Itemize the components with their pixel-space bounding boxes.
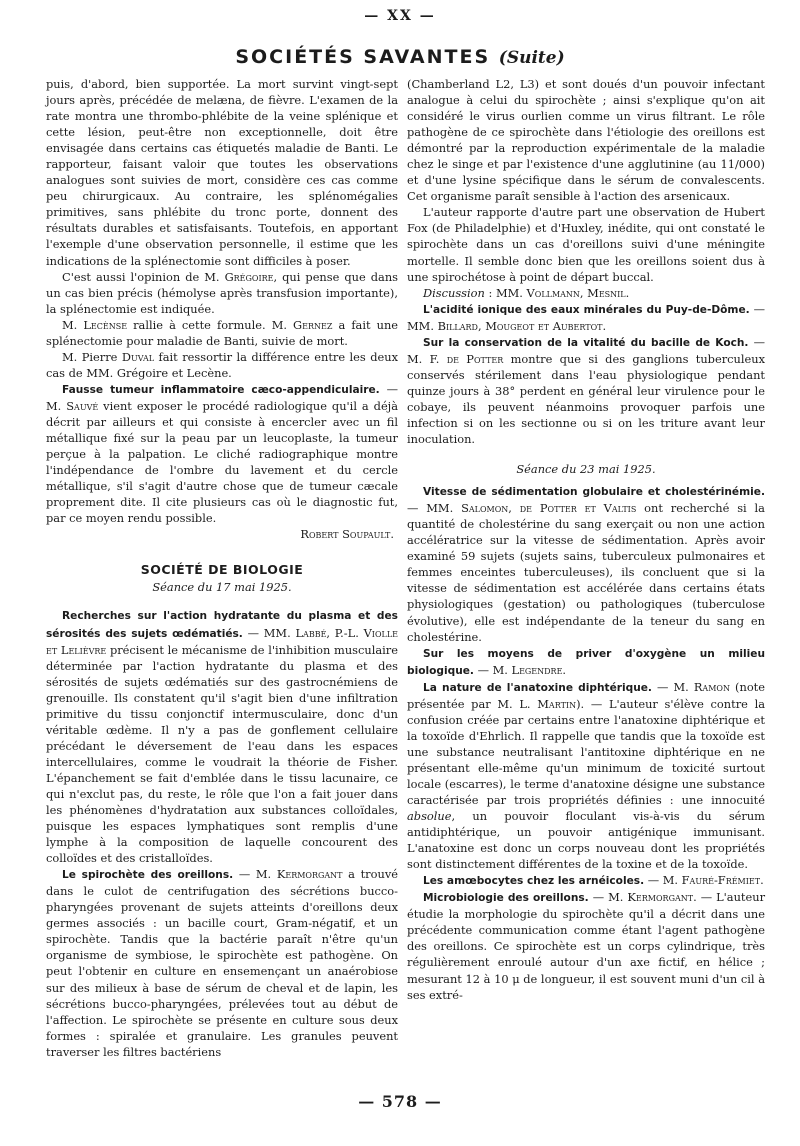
article-title: Vitesse de sédimentation globulaire et cholestérinémie.	[423, 486, 765, 499]
running-head-title: SOCIÉTÉS SAVANTES	[235, 46, 491, 68]
text: note présentée par M. L.	[407, 679, 765, 711]
running-head-suite: (Suite)	[498, 48, 565, 68]
paragraph: L'auteur rapporte d'autre part une observation de Hubert Fox (de Philadelphie) et d'Huxley, inédite, qui ont constaté le spirochète dans un cas d'oreillons suivi d'une méningite mortelle. Il semble donc bien que les oreillons soient dus à une spirochétose à point de départ buccal.	[407, 205, 765, 284]
paragraph	[407, 285, 765, 301]
text: ont recherché si la quantité de cholestérine du sang exerçait ou non une action accélératrice sur la vitesse de sédimentation. Après avoir examiné 59 sujets (sujets sains, tuberculeux pulmonaires et femmes enceintes tuberculeuses), ils concluent que si la vitesse de sédimentation est accélérée dans certains états physiologiques (gestation) ou pathologiques (tuberculose évolutive), elle est indépendante de la teneur du sang en cholestérine.	[407, 501, 765, 644]
author-name: Duval	[121, 349, 155, 364]
article-title: Le spirochète des oreillons.	[62, 869, 234, 882]
author-name: Kermorgant	[276, 867, 343, 882]
text: — L'auteur étudie la morphologie du spirochète qu'il a décrit dans une précédente communication comme étant l'agent pathogène des oreillons. Ce spirochète est un corps cylindrique, très régulièrement enroulé autour d'un axe fictif, en hélice ; mesurant 12 à 10 μ de longueur, il est souvent muni d'un cil à ses extré-	[407, 890, 766, 1002]
article-title: Sur les moyens de priver d'oxygène un milieu biologique.	[407, 647, 765, 677]
paragraph	[46, 607, 398, 866]
text: M.	[46, 398, 62, 413]
text: — M.	[657, 679, 689, 694]
author-name: Kermorgant.	[627, 890, 697, 905]
paragraph	[407, 334, 765, 447]
article-title: La nature de l'anatoxine diphtérique.	[423, 681, 652, 694]
text: précisent le mécanisme de l'inhibition musculaire déterminée par l'action hydratante du plasma et des sérosités de sujets œdématiés sur des gastrocnémiens de grenouille. Ils constatent qu'il s'agit bien d'une infiltration primitive du tissu conjonctif intermusculaire, donc d'un véritable œdème. Il n'y a pas de gonflement cellulaire précédant le déversement de l'eau dans les espaces intercellulaires, comme le voudrait la théorie de Fisher. L'épanchement se fait d'emblée dans le tissu lacunaire, ce qui n'exclut pas, du reste, le rôle que l'on a fait jouer dans les phénomènes d'hydratation aux substances colloïdales, puisque les espaces lymphatiques sont remplis d'une lymphe à la composition de laquelle concourent des colloïdes et des cristalloïdes.	[46, 642, 398, 866]
text: — M.	[592, 890, 624, 905]
text: fait ressortir la différence entre les deux cas de MM. Grégoire et Lecène.	[46, 349, 398, 380]
text: a fait une splénectomie pour maladie de Banti, suivie de mort.	[46, 317, 399, 348]
author-name: Martin	[537, 696, 577, 711]
text: — MM.	[407, 501, 454, 516]
author-name: Labbé, P.-L. Violle et Lelièvre	[46, 625, 398, 657]
paragraph: (Chamberland L2, L3) et sont doués d'un pouvoir infectant analogue à celui du spirochète ; ainsi s'explique qu'on ait considéré le virus ourlien comme un virus filtrant. Le rôle pathogène de ce spirochète dans l'étiologie des oreillons est démontré par la reproduction expérimentale de la maladie chez le singe et par l'existence d'une agglutinine (au 11/000) et d'une lysine spécifique dans le sérum de convalescents. Cet organisme paraît sensible à l'action des arsenicaux.	[407, 77, 765, 204]
text: — MM.	[407, 301, 765, 333]
author-name: Ramon	[693, 679, 730, 694]
article-title: Fausse tumeur inflammatoire cæco-appendiculaire.	[62, 383, 380, 396]
article-title: Recherches sur l'action hydratante du plasma et des sérosités des sujets œdématiés.	[46, 610, 398, 640]
signature: Robert Soupault.	[300, 527, 394, 542]
page-number: — 578 —	[358, 1092, 442, 1111]
section-title: SOCIÉTÉ DE BIOLOGIE	[140, 562, 304, 578]
paragraph	[407, 872, 765, 889]
right-column	[407, 76, 765, 1003]
text: M.	[62, 317, 78, 332]
session-date: Séance du 23 mai 1925.	[516, 462, 656, 477]
article-title: L'acidité ionique des eaux minérales du Puy-de-Dôme.	[423, 303, 750, 316]
article-title: Les amœbocytes chez les arnéicoles.	[423, 875, 645, 888]
article-title: Microbiologie des oreillons.	[423, 892, 589, 905]
text: C'est aussi l'opinion de M.	[62, 269, 220, 284]
paragraph	[407, 889, 765, 1002]
author-name: Billard, Mougeot et Aubertot.	[437, 318, 607, 333]
text: , un pouvoir floculant vis-à-vis du sérum antidiphtérique, un pouvoir antigénique immunisant. L'anatoxine est donc un corps nouveau dont les propriétés sont distinctement différentes de la toxine et de la toxoïde.	[407, 809, 765, 872]
text: M. Pierre	[62, 349, 118, 364]
text: montre que si des ganglions tuberculeux conservés stérilement dans l'eau physiologique pendant quinze jours à 38° perdent en général leur virulence pour le cobaye, ils peuvent néanmoins provoquer parfois une infection si on les sectionne ou si on les triture avant leur inoculation.	[407, 351, 766, 447]
text: : MM.	[488, 285, 523, 300]
article-title: Sur la conservation de la vitalité du bacille de Koch.	[423, 336, 749, 349]
emphasis: absolue	[407, 809, 452, 824]
paragraph	[407, 483, 765, 644]
text: a trouvé dans le culot de centrifugation des sécrétions bucco-pharyngées provenant de sujets atteints d'oreillons deux germes associés : un bacille court, Gram-négatif, et un spirochète. Tandis que la bactérie paraît n'être qu'un organisme de symbiose, le spirochète est pathogène. On peut l'obtenir en culture en ensemençant un anaérobiose sur des milieux à base de sérum de cheval et de lapin, les sécrétions bucco-pharyngées, prélevées tout au début de l'affection. Le spirochète se présente en culture sous deux formes : spiralée et granulaire. Les granules peuvent traverser les filtres bactériens	[46, 867, 398, 1059]
author-name: Fauré-Frémiet.	[681, 873, 764, 888]
author-name: Sauvé	[66, 398, 99, 413]
author-name: Legendre.	[511, 662, 567, 677]
text: — M.	[477, 662, 508, 677]
text: — M.	[238, 867, 272, 882]
author-name: Vollmann, Mesnil.	[526, 285, 630, 300]
text: — M. F.	[407, 334, 765, 366]
author-name: de Potter	[446, 351, 504, 366]
text: rallie à cette formule. M.	[133, 317, 287, 332]
text: , qui pense que dans un cas bien précis (hémolyse après transfusion importante), la splénectomie est indiquée.	[46, 269, 398, 316]
text: ). — L'auteur s'élève contre la confusion créée par certains entre l'anatoxine diphtérique et la toxoïde d'Ehrlich. Il rappelle que tandis que la toxoïde est une substance neutralisant l'antitoxine diphtérique en ne présentant elle-même qu'un minimum de toxicité surtout locale (escarres), le terme d'anatoxine désigne une substance caractérisée par trois propriétés définies : une innocuité	[407, 696, 766, 808]
author-name: Salomon, de Potter et Valtis	[461, 501, 637, 516]
author-name: Lecènse	[83, 317, 128, 332]
paragraph: La nature de l'anatoxine diphtérique. — M. Ramon (note présentée par M. L. Martin). — L'auteur s'élève contre la confusion créée par certains entre l'anatoxine diphtérique et la toxoïde d'Ehrlich. Il rappelle que tandis que la toxoïde est une substance neutralisant l'antitoxine diphtérique en ne présentant elle-même qu'un minimum de toxicité surtout locale (escarres), le terme d'anatoxine désigne une substance caractérisée par trois propriétés définies : une innocuité absolue, un pouvoir floculant vis-à-vis du sérum antidiphtérique, un pouvoir antigénique immunisant. L'anatoxine est donc un corps nouveau dont les propriétés sont distinctement différentes de la toxine et de la toxoïde.	[407, 679, 766, 872]
author-name: Grégoire	[224, 269, 274, 284]
text: — M.	[647, 873, 679, 888]
roman-page-number: — XX —	[364, 8, 436, 24]
author-name: Gernez	[293, 317, 333, 332]
discussion-label: Discussion	[423, 285, 485, 300]
paragraph	[407, 645, 765, 679]
paragraph	[46, 317, 398, 349]
paragraph: puis, d'abord, bien supportée. La mort survint vingt-sept jours après, précédée de melæna, de fièvre. L'examen de la rate montra une thrombo-phlébite de la veine splénique et cette lésion, peut-être non exceptionnelle, doit être envisagée dans certains cas étiquetés maladie de Banti. Le rapporteur, faisant valoir que toutes les observations analogues sont suivies de mort, considère ces cas comme peu chirurgicaux. Au contraire, les splénomégalies primitives, sans phlébite du tronc porte, donnent des résultats durables et satisfaisants. Toutefois, en apportant l'exemple d'une observation personnelle, il estime que les indications de la splénectomie sont difficiles à poser.	[46, 77, 398, 268]
text: — MM.	[247, 625, 291, 640]
text: vient exposer le procédé radiologique qu'il a déjà décrit par ailleurs et qui consiste à encercler avec un fil métallique fixé sur la peau par un leucoplaste, la tumeur perçue à la palpation. Le cliché radiographique montre l'indépendance de l'ombre du lavement et du cercle métallique, s'il s'agit d'autre chose que de tumeur cæcale proprement dite. Il cite plusieurs cas où le diagnostic fut, par ce moyen rendu possible.	[46, 398, 399, 526]
paragraph	[46, 349, 398, 381]
session-date: Séance du 17 mai 1925.	[152, 580, 292, 595]
left-column	[46, 76, 398, 1060]
paragraph	[46, 866, 398, 1060]
text: —	[386, 381, 398, 396]
running-head	[0, 46, 800, 68]
paragraph	[46, 381, 398, 526]
paragraph	[407, 301, 765, 334]
paragraph	[46, 269, 398, 317]
